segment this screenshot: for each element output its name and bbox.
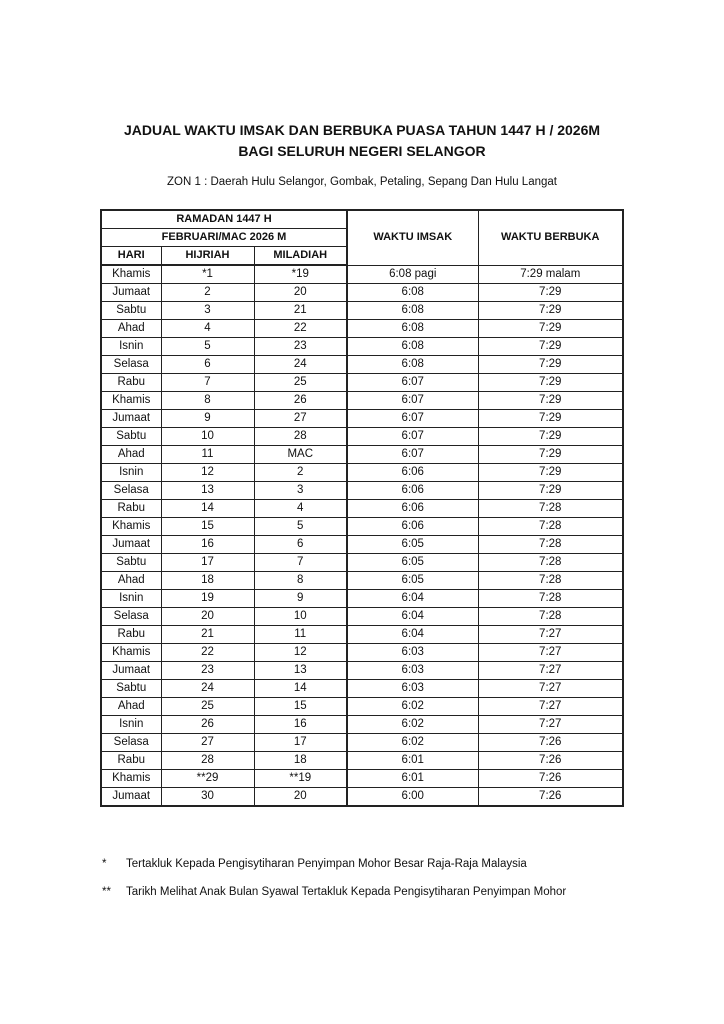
table-row — [101, 626, 623, 644]
cell-waktu-berbuka: 7:28 — [478, 536, 623, 554]
cell-waktu-berbuka: 7:29 — [478, 320, 623, 338]
table-row — [101, 554, 623, 572]
table-row — [101, 392, 623, 410]
cell-hari: Sabtu — [101, 302, 161, 320]
table-row — [101, 284, 623, 302]
cell-waktu-berbuka: 7:26 — [478, 734, 623, 752]
cell-waktu-imsak: 6:00 — [347, 788, 478, 807]
cell-miladiah: 23 — [254, 338, 347, 356]
cell-hijriah: 2 — [161, 284, 254, 302]
cell-waktu-imsak: 6:08 — [347, 302, 478, 320]
cell-waktu-imsak: 6:07 — [347, 446, 478, 464]
cell-waktu-imsak: 6:08 — [347, 284, 478, 302]
cell-hijriah: 13 — [161, 482, 254, 500]
cell-hari: Ahad — [101, 572, 161, 590]
cell-miladiah: 26 — [254, 392, 347, 410]
table-row — [101, 374, 623, 392]
table-row — [101, 572, 623, 590]
cell-hari: Ahad — [101, 320, 161, 338]
cell-waktu-berbuka: 7:26 — [478, 752, 623, 770]
cell-hijriah: **29 — [161, 770, 254, 788]
cell-hijriah: 16 — [161, 536, 254, 554]
cell-waktu-berbuka: 7:27 — [478, 698, 623, 716]
cell-hari: Jumaat — [101, 788, 161, 807]
cell-hari: Ahad — [101, 446, 161, 464]
table-row — [101, 356, 623, 374]
cell-hijriah: 22 — [161, 644, 254, 662]
cell-waktu-berbuka: 7:29 — [478, 356, 623, 374]
cell-hijriah: 8 — [161, 392, 254, 410]
cell-miladiah: 5 — [254, 518, 347, 536]
header-hari: HARI — [101, 247, 161, 266]
cell-hijriah: 15 — [161, 518, 254, 536]
cell-hijriah: 26 — [161, 716, 254, 734]
cell-hijriah: 30 — [161, 788, 254, 807]
table-row — [101, 680, 623, 698]
cell-hijriah: 25 — [161, 698, 254, 716]
table-row — [101, 662, 623, 680]
cell-hijriah: 28 — [161, 752, 254, 770]
cell-miladiah: 7 — [254, 554, 347, 572]
cell-waktu-berbuka: 7:28 — [478, 518, 623, 536]
cell-hari: Jumaat — [101, 536, 161, 554]
cell-hari: Rabu — [101, 752, 161, 770]
cell-hijriah: 6 — [161, 356, 254, 374]
cell-waktu-berbuka: 7:29 — [478, 374, 623, 392]
cell-hijriah: *1 — [161, 265, 254, 284]
cell-hijriah: 5 — [161, 338, 254, 356]
cell-hari: Sabtu — [101, 428, 161, 446]
cell-hijriah: 27 — [161, 734, 254, 752]
cell-waktu-berbuka: 7:29 — [478, 428, 623, 446]
cell-waktu-imsak: 6:08 — [347, 320, 478, 338]
cell-hijriah: 23 — [161, 662, 254, 680]
cell-waktu-imsak: 6:08 pagi — [347, 265, 478, 284]
header-miladiah: MILADIAH — [254, 247, 347, 266]
cell-hari: Isnin — [101, 716, 161, 734]
header-waktu-berbuka: WAKTU BERBUKA — [478, 210, 623, 265]
cell-waktu-berbuka: 7:27 — [478, 716, 623, 734]
cell-waktu-berbuka: 7:29 — [478, 464, 623, 482]
table-header — [101, 210, 623, 265]
footnote-1 — [102, 850, 566, 878]
cell-waktu-berbuka: 7:29 malam — [478, 265, 623, 284]
cell-hari: Ahad — [101, 698, 161, 716]
cell-waktu-imsak: 6:07 — [347, 374, 478, 392]
cell-hijriah: 10 — [161, 428, 254, 446]
table-body — [101, 265, 623, 806]
cell-hari: Rabu — [101, 500, 161, 518]
table-row — [101, 770, 623, 788]
cell-waktu-berbuka: 7:29 — [478, 482, 623, 500]
zone-description: ZON 1 : Daerah Hulu Selangor, Gombak, Petaling, Sepang Dan Hulu Langat — [167, 176, 557, 188]
cell-miladiah: 4 — [254, 500, 347, 518]
cell-miladiah: 20 — [254, 284, 347, 302]
cell-hari: Jumaat — [101, 662, 161, 680]
cell-miladiah: **19 — [254, 770, 347, 788]
cell-miladiah: 2 — [254, 464, 347, 482]
footnote-text: Tertakluk Kepada Pengisytiharan Penyimpan Mohor Besar Raja-Raja Malaysia — [126, 858, 527, 870]
cell-waktu-imsak: 6:07 — [347, 428, 478, 446]
cell-waktu-imsak: 6:02 — [347, 716, 478, 734]
cell-waktu-berbuka: 7:29 — [478, 446, 623, 464]
cell-waktu-imsak: 6:02 — [347, 698, 478, 716]
cell-miladiah: 12 — [254, 644, 347, 662]
cell-hari: Isnin — [101, 338, 161, 356]
cell-hari: Khamis — [101, 392, 161, 410]
cell-hijriah: 4 — [161, 320, 254, 338]
cell-miladiah: 21 — [254, 302, 347, 320]
cell-hari: Sabtu — [101, 680, 161, 698]
cell-waktu-berbuka: 7:29 — [478, 338, 623, 356]
cell-waktu-berbuka: 7:28 — [478, 500, 623, 518]
footnote-2 — [102, 878, 566, 906]
table-row — [101, 788, 623, 807]
cell-miladiah: 28 — [254, 428, 347, 446]
cell-waktu-imsak: 6:05 — [347, 536, 478, 554]
cell-miladiah: 22 — [254, 320, 347, 338]
table-row — [101, 410, 623, 428]
cell-waktu-imsak: 6:04 — [347, 608, 478, 626]
cell-miladiah: 11 — [254, 626, 347, 644]
cell-hari: Khamis — [101, 644, 161, 662]
cell-hari: Sabtu — [101, 554, 161, 572]
cell-hijriah: 19 — [161, 590, 254, 608]
cell-miladiah: 8 — [254, 572, 347, 590]
cell-hijriah: 18 — [161, 572, 254, 590]
footnote-mark: ** — [102, 886, 111, 898]
cell-hari: Khamis — [101, 770, 161, 788]
cell-waktu-berbuka: 7:27 — [478, 680, 623, 698]
cell-waktu-imsak: 6:05 — [347, 554, 478, 572]
cell-miladiah: 25 — [254, 374, 347, 392]
cell-waktu-imsak: 6:06 — [347, 518, 478, 536]
table-row — [101, 734, 623, 752]
table-row — [101, 265, 623, 284]
cell-miladiah: 9 — [254, 590, 347, 608]
cell-hari: Jumaat — [101, 410, 161, 428]
table-row — [101, 482, 623, 500]
cell-hari: Khamis — [101, 265, 161, 284]
table-row — [101, 302, 623, 320]
title-line-1: JADUAL WAKTU IMSAK DAN BERBUKA PUASA TAHUN 1447 H / 2026M — [123, 122, 601, 138]
schedule-table — [100, 209, 624, 807]
cell-waktu-berbuka: 7:29 — [478, 302, 623, 320]
cell-hari: Rabu — [101, 374, 161, 392]
cell-miladiah: 17 — [254, 734, 347, 752]
cell-hari: Selasa — [101, 356, 161, 374]
cell-waktu-berbuka: 7:27 — [478, 626, 623, 644]
cell-hijriah: 3 — [161, 302, 254, 320]
cell-miladiah: 13 — [254, 662, 347, 680]
table-row — [101, 590, 623, 608]
cell-hari: Khamis — [101, 518, 161, 536]
table-row — [101, 338, 623, 356]
document-title — [0, 120, 724, 162]
table-row — [101, 500, 623, 518]
cell-waktu-berbuka: 7:27 — [478, 644, 623, 662]
cell-waktu-imsak: 6:06 — [347, 464, 478, 482]
cell-waktu-imsak: 6:08 — [347, 356, 478, 374]
table-row — [101, 752, 623, 770]
cell-waktu-imsak: 6:07 — [347, 392, 478, 410]
cell-hari: Selasa — [101, 734, 161, 752]
cell-waktu-berbuka: 7:28 — [478, 608, 623, 626]
footnotes — [102, 850, 566, 906]
cell-hijriah: 9 — [161, 410, 254, 428]
cell-miladiah: 14 — [254, 680, 347, 698]
cell-waktu-berbuka: 7:26 — [478, 788, 623, 807]
table-row — [101, 518, 623, 536]
cell-miladiah: 10 — [254, 608, 347, 626]
cell-waktu-berbuka: 7:28 — [478, 590, 623, 608]
cell-waktu-berbuka: 7:29 — [478, 284, 623, 302]
cell-hijriah: 21 — [161, 626, 254, 644]
cell-waktu-imsak: 6:04 — [347, 590, 478, 608]
cell-miladiah: 18 — [254, 752, 347, 770]
cell-waktu-imsak: 6:03 — [347, 662, 478, 680]
cell-waktu-imsak: 6:01 — [347, 752, 478, 770]
table-row — [101, 320, 623, 338]
cell-waktu-berbuka: 7:26 — [478, 770, 623, 788]
cell-hijriah: 7 — [161, 374, 254, 392]
cell-hijriah: 20 — [161, 608, 254, 626]
cell-waktu-imsak: 6:05 — [347, 572, 478, 590]
cell-waktu-imsak: 6:06 — [347, 482, 478, 500]
cell-waktu-imsak: 6:07 — [347, 410, 478, 428]
cell-miladiah: 16 — [254, 716, 347, 734]
cell-hari: Isnin — [101, 590, 161, 608]
cell-hijriah: 24 — [161, 680, 254, 698]
cell-waktu-berbuka: 7:29 — [478, 410, 623, 428]
cell-waktu-berbuka: 7:29 — [478, 392, 623, 410]
table-row — [101, 428, 623, 446]
cell-waktu-imsak: 6:03 — [347, 680, 478, 698]
cell-hari: Selasa — [101, 482, 161, 500]
table-row — [101, 698, 623, 716]
cell-miladiah: 24 — [254, 356, 347, 374]
table-row — [101, 464, 623, 482]
cell-waktu-imsak: 6:03 — [347, 644, 478, 662]
cell-waktu-berbuka: 7:27 — [478, 662, 623, 680]
title-line-2: BAGI SELURUH NEGERI SELANGOR — [238, 143, 486, 159]
footnote-mark: * — [102, 858, 107, 870]
header-hijriah: HIJRIAH — [161, 247, 254, 266]
cell-miladiah: MAC — [254, 446, 347, 464]
header-ramadan: RAMADAN 1447 H — [101, 210, 347, 229]
cell-miladiah: 6 — [254, 536, 347, 554]
cell-waktu-berbuka: 7:28 — [478, 572, 623, 590]
cell-hari: Selasa — [101, 608, 161, 626]
cell-hari: Jumaat — [101, 284, 161, 302]
table-row — [101, 446, 623, 464]
cell-miladiah: 3 — [254, 482, 347, 500]
cell-waktu-imsak: 6:02 — [347, 734, 478, 752]
cell-hijriah: 11 — [161, 446, 254, 464]
cell-hari: Isnin — [101, 464, 161, 482]
cell-waktu-imsak: 6:01 — [347, 770, 478, 788]
footnote-text: Tarikh Melihat Anak Bulan Syawal Tertakluk Kepada Pengisytiharan Penyimpan Mohor — [126, 886, 567, 898]
cell-hari: Rabu — [101, 626, 161, 644]
header-waktu-imsak: WAKTU IMSAK — [347, 210, 478, 265]
cell-miladiah: 15 — [254, 698, 347, 716]
cell-waktu-imsak: 6:04 — [347, 626, 478, 644]
cell-waktu-imsak: 6:08 — [347, 338, 478, 356]
cell-miladiah: 27 — [254, 410, 347, 428]
cell-waktu-imsak: 6:06 — [347, 500, 478, 518]
table-row — [101, 608, 623, 626]
cell-hijriah: 14 — [161, 500, 254, 518]
table-row — [101, 716, 623, 734]
header-month: FEBRUARI/MAC 2026 M — [101, 229, 347, 247]
table-row — [101, 536, 623, 554]
cell-miladiah: *19 — [254, 265, 347, 284]
cell-hijriah: 17 — [161, 554, 254, 572]
cell-miladiah: 20 — [254, 788, 347, 807]
cell-hijriah: 12 — [161, 464, 254, 482]
cell-waktu-berbuka: 7:28 — [478, 554, 623, 572]
table-row — [101, 644, 623, 662]
